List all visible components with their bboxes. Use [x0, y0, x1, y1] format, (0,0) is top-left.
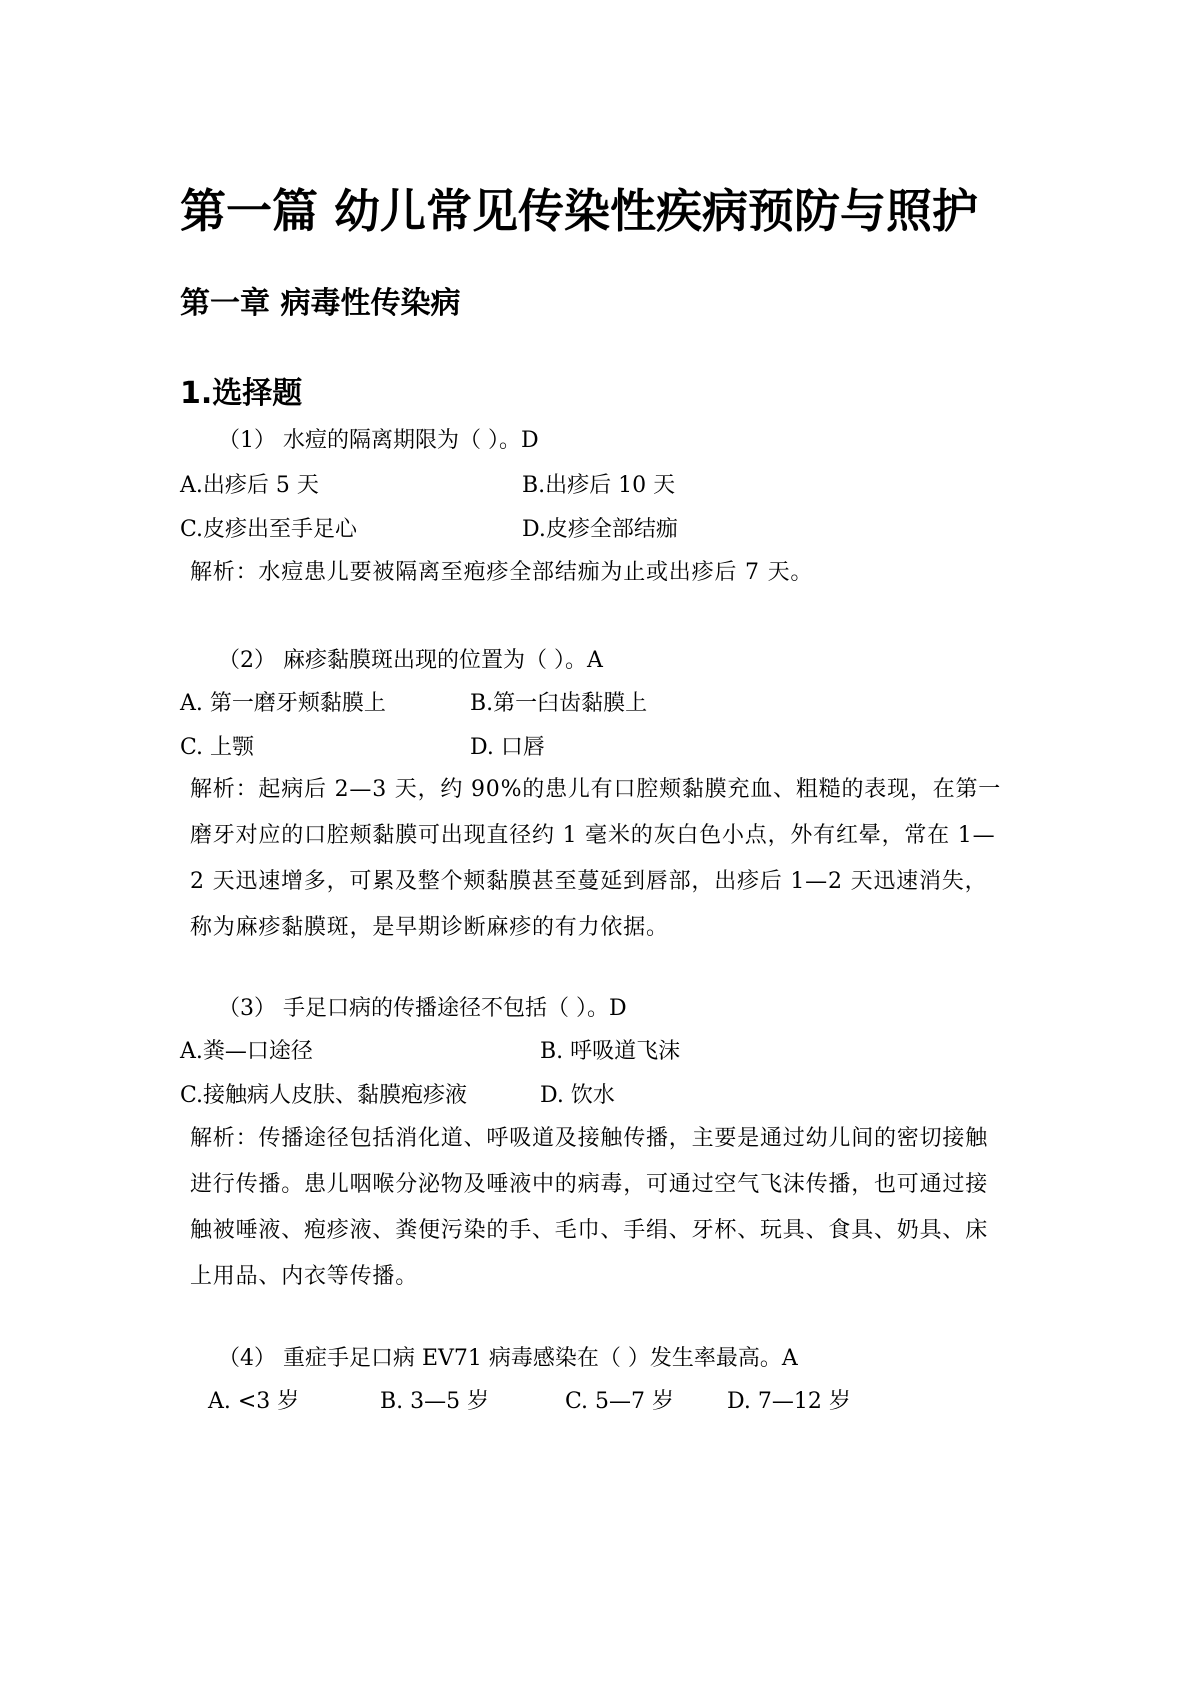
- question-2-stem: （2） 麻疹黏膜斑出现的位置为（ ）。A: [218, 648, 603, 673]
- question-3-option-c: C.接触病人皮肤、黏膜疱疹液: [180, 1083, 468, 1108]
- question-1-stem: （1） 水痘的隔离期限为（ ）。D: [218, 428, 539, 453]
- question-4-stem: （4） 重症手足口病 EV71 病毒感染在（ ）发生率最高。A: [218, 1346, 798, 1371]
- question-4-option-a: A. <3 岁: [208, 1389, 300, 1414]
- question-1-option-b: B.出疹后 10 天: [522, 473, 676, 498]
- question-1-analysis: 解析：水痘患儿要被隔离至疱疹全部结痂为止或出疹后 7 天。: [190, 560, 814, 585]
- question-3-option-b: B. 呼吸道飞沫: [540, 1039, 681, 1064]
- question-3-option-d: D. 饮水: [540, 1083, 615, 1108]
- question-1-option-d: D.皮疹全部结痂: [522, 517, 678, 542]
- question-2-option-a: A. 第一磨牙颊黏膜上: [180, 691, 386, 716]
- question-4-option-d: D. 7—12 岁: [727, 1389, 851, 1414]
- question-2-option-c: C. 上颚: [180, 735, 255, 760]
- question-2-option-b: B.第一臼齿黏膜上: [470, 691, 648, 716]
- chapter-title: 第一章 病毒性传染病: [180, 286, 461, 321]
- question-2-analysis: 解析：起病后 2—3 天，约 90%的患儿有口腔颊黏膜充血、粗糙的表现，在第一磨牙对应的口腔颊黏膜可出现直径约 1 毫米的灰白色小点，外有红晕，常在 1—2 天迅速增多，可累及整个颊黏膜甚至蔓延到唇部，出疹后 1—2 天迅速消失，称为麻疹黏膜斑，是早期诊断麻疹的有力依据。: [190, 777, 1002, 940]
- question-2-option-d: D. 口唇: [470, 735, 545, 760]
- question-3-stem: （3） 手足口病的传播途径不包括（ ）。D: [218, 996, 627, 1021]
- part-title: 第一篇 幼儿常见传染性疾病预防与照护: [180, 184, 979, 238]
- section-title: 1.选择题: [180, 376, 303, 411]
- question-3-analysis: 解析：传播途径包括消化道、呼吸道及接触传播，主要是通过幼儿间的密切接触进行传播。患儿咽喉分泌物及唾液中的病毒，可通过空气飞沫传播，也可通过接触被唾液、疱疹液、粪便污染的手、毛巾、手绢、牙杯、玩具、食具、奶具、床上用品、内衣等传播。: [190, 1126, 989, 1289]
- question-4-option-c: C. 5—7 岁: [565, 1389, 675, 1414]
- question-4-option-b: B. 3—5 岁: [380, 1389, 490, 1414]
- question-1-option-a: A.出疹后 5 天: [180, 473, 319, 498]
- question-3-option-a: A.粪—口途径: [180, 1039, 313, 1064]
- question-1-option-c: C.皮疹出至手足心: [180, 517, 358, 542]
